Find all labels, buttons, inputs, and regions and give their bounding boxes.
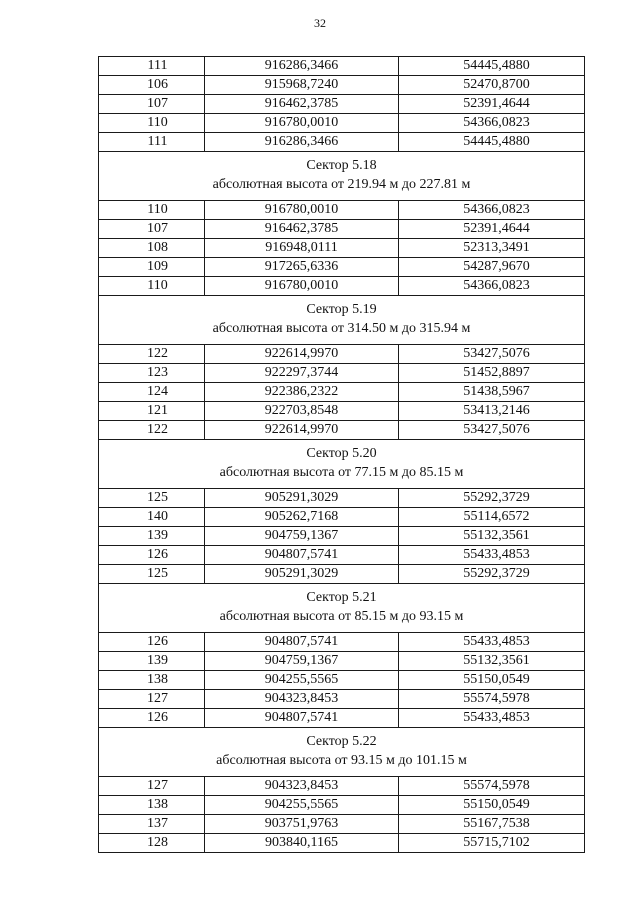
y-coordinate-cell: 55132,3561 [399,652,585,671]
table-row [99,239,585,258]
y-coordinate-cell: 52470,8700 [399,76,585,95]
point-number-cell: 137 [99,815,205,834]
y-coordinate-cell: 53413,2146 [399,402,585,421]
point-number-cell: 139 [99,652,205,671]
table-row [99,489,585,508]
sector-altitude: абсолютная высота от 93.15 м до 101.15 м [216,753,467,768]
point-number-cell: 125 [99,565,205,584]
x-coordinate-cell: 916948,0111 [205,239,399,258]
point-number-cell: 110 [99,277,205,296]
x-coordinate-cell: 904323,8453 [205,777,399,796]
y-coordinate-cell: 53427,5076 [399,345,585,364]
sector-header-row [99,296,585,345]
table-row [99,671,585,690]
x-coordinate-cell: 904759,1367 [205,527,399,546]
x-coordinate-cell: 904807,5741 [205,709,399,728]
table-row [99,421,585,440]
point-number-cell: 138 [99,796,205,815]
sector-header-cell [99,728,585,777]
x-coordinate-cell: 916462,3785 [205,95,399,114]
point-number-cell: 123 [99,364,205,383]
point-number-cell: 122 [99,345,205,364]
point-number-cell: 111 [99,133,205,152]
y-coordinate-cell: 55292,3729 [399,489,585,508]
x-coordinate-cell: 904759,1367 [205,652,399,671]
y-coordinate-cell: 53427,5076 [399,421,585,440]
coordinates-table [98,56,585,853]
x-coordinate-cell: 922297,3744 [205,364,399,383]
y-coordinate-cell: 54366,0823 [399,114,585,133]
point-number-cell: 121 [99,402,205,421]
x-coordinate-cell: 915968,7240 [205,76,399,95]
table-row [99,383,585,402]
point-number-cell: 108 [99,239,205,258]
sector-header-cell [99,296,585,345]
point-number-cell: 110 [99,114,205,133]
point-number-cell: 126 [99,546,205,565]
x-coordinate-cell: 916780,0010 [205,114,399,133]
sector-title: Сектор 5.19 [306,302,377,317]
point-number-cell: 127 [99,777,205,796]
sector-header-cell [99,152,585,201]
sector-title: Сектор 5.22 [306,734,377,749]
table-row [99,565,585,584]
x-coordinate-cell: 903751,9763 [205,815,399,834]
sector-header-cell [99,584,585,633]
point-number-cell: 111 [99,57,205,76]
x-coordinate-cell: 916780,0010 [205,201,399,220]
point-number-cell: 126 [99,633,205,652]
sector-altitude: абсолютная высота от 85.15 м до 93.15 м [219,609,464,624]
sector-title: Сектор 5.18 [306,158,377,173]
y-coordinate-cell: 55114,6572 [399,508,585,527]
y-coordinate-cell: 55150,0549 [399,671,585,690]
x-coordinate-cell: 904807,5741 [205,546,399,565]
point-number-cell: 109 [99,258,205,277]
point-number-cell: 128 [99,834,205,853]
table-row [99,796,585,815]
point-number-cell: 110 [99,201,205,220]
table-row [99,402,585,421]
table-row [99,777,585,796]
sector-header-row [99,584,585,633]
table-row [99,633,585,652]
y-coordinate-cell: 55574,5978 [399,777,585,796]
y-coordinate-cell: 52391,4644 [399,220,585,239]
x-coordinate-cell: 904323,8453 [205,690,399,709]
x-coordinate-cell: 905262,7168 [205,508,399,527]
table-row [99,364,585,383]
x-coordinate-cell: 904807,5741 [205,633,399,652]
x-coordinate-cell: 903840,1165 [205,834,399,853]
y-coordinate-cell: 54366,0823 [399,201,585,220]
table-row [99,546,585,565]
x-coordinate-cell: 905291,3029 [205,565,399,584]
y-coordinate-cell: 51438,5967 [399,383,585,402]
table-row [99,690,585,709]
x-coordinate-cell: 905291,3029 [205,489,399,508]
y-coordinate-cell: 54445,4880 [399,133,585,152]
point-number-cell: 122 [99,421,205,440]
table-row [99,508,585,527]
x-coordinate-cell: 916462,3785 [205,220,399,239]
sector-altitude: абсолютная высота от 219.94 м до 227.81 м [212,177,471,192]
sector-header-cell [99,440,585,489]
y-coordinate-cell: 55132,3561 [399,527,585,546]
y-coordinate-cell: 55433,4853 [399,546,585,565]
sector-title: Сектор 5.20 [306,446,377,461]
table-row [99,220,585,239]
table-row [99,652,585,671]
point-number-cell: 139 [99,527,205,546]
point-number-cell: 124 [99,383,205,402]
page-number: 32 [314,16,326,30]
y-coordinate-cell: 55150,0549 [399,796,585,815]
table-row [99,133,585,152]
x-coordinate-cell: 916780,0010 [205,277,399,296]
x-coordinate-cell: 917265,6336 [205,258,399,277]
y-coordinate-cell: 54445,4880 [399,57,585,76]
point-number-cell: 125 [99,489,205,508]
x-coordinate-cell: 904255,5565 [205,671,399,690]
point-number-cell: 140 [99,508,205,527]
x-coordinate-cell: 916286,3466 [205,133,399,152]
sector-altitude: абсолютная высота от 77.15 м до 85.15 м [219,465,464,480]
point-number-cell: 107 [99,220,205,239]
point-number-cell: 138 [99,671,205,690]
table-row [99,201,585,220]
point-number-cell: 106 [99,76,205,95]
y-coordinate-cell: 55433,4853 [399,709,585,728]
y-coordinate-cell: 55715,7102 [399,834,585,853]
y-coordinate-cell: 54366,0823 [399,277,585,296]
y-coordinate-cell: 52391,4644 [399,95,585,114]
y-coordinate-cell: 55292,3729 [399,565,585,584]
table-row [99,345,585,364]
sector-altitude: абсолютная высота от 314.50 м до 315.94 м [212,321,471,336]
point-number-cell: 126 [99,709,205,728]
point-number-cell: 107 [99,95,205,114]
x-coordinate-cell: 922386,2322 [205,383,399,402]
table-row [99,95,585,114]
y-coordinate-cell: 55574,5978 [399,690,585,709]
x-coordinate-cell: 904255,5565 [205,796,399,815]
y-coordinate-cell: 52313,3491 [399,239,585,258]
sector-title: Сектор 5.21 [306,590,377,605]
table-row [99,709,585,728]
y-coordinate-cell: 51452,8897 [399,364,585,383]
table-row [99,527,585,546]
table-row [99,834,585,853]
sector-header-row [99,152,585,201]
table-row [99,815,585,834]
sector-header-row [99,440,585,489]
x-coordinate-cell: 922614,9970 [205,345,399,364]
table-row [99,114,585,133]
y-coordinate-cell: 55433,4853 [399,633,585,652]
table-row [99,258,585,277]
table-row [99,76,585,95]
x-coordinate-cell: 916286,3466 [205,57,399,76]
y-coordinate-cell: 55167,7538 [399,815,585,834]
x-coordinate-cell: 922614,9970 [205,421,399,440]
table-row [99,277,585,296]
x-coordinate-cell: 922703,8548 [205,402,399,421]
y-coordinate-cell: 54287,9670 [399,258,585,277]
point-number-cell: 127 [99,690,205,709]
sector-header-row [99,728,585,777]
coordinates-table-body [99,57,585,853]
table-row [99,57,585,76]
